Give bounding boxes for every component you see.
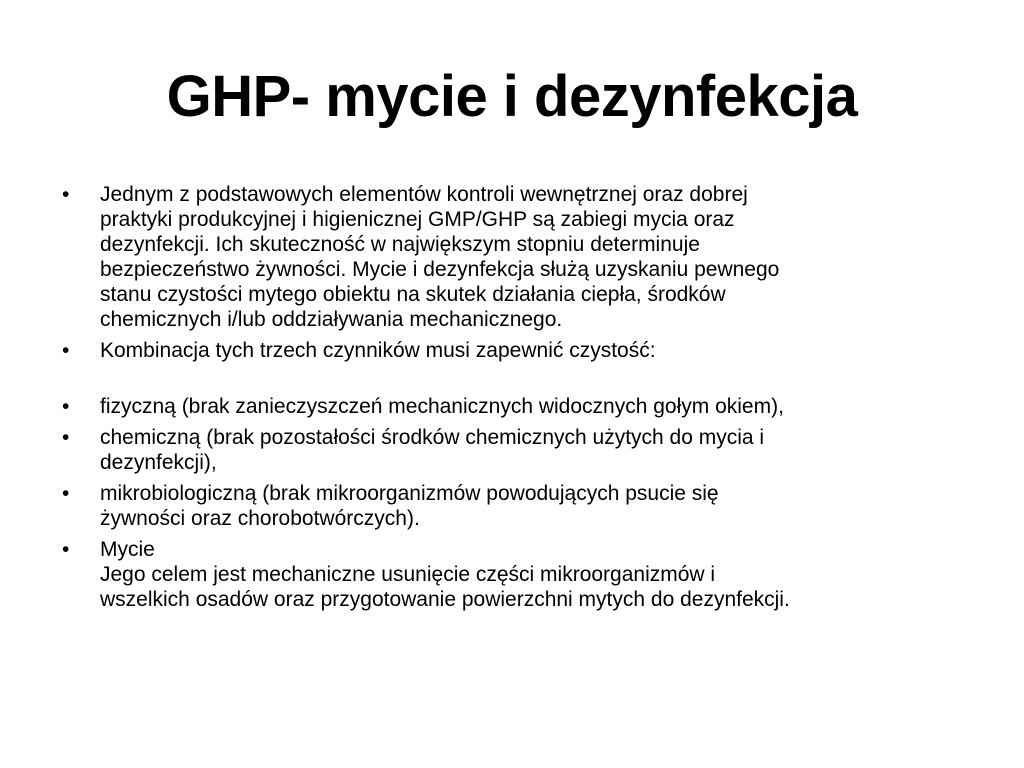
- bullet-marker: •: [62, 482, 70, 505]
- bullet-text-line: Jego celem jest mechaniczne usunięcie części mikroorganizmów i: [100, 563, 716, 586]
- bullet-marker: •: [62, 183, 70, 206]
- bullet-item-5: [62, 481, 962, 531]
- bullet-text-line: Mycie: [100, 538, 155, 561]
- bullet-marker: •: [62, 538, 70, 561]
- bullet-text-line: chemiczną (brak pozostałości środków chemicznych użytych do mycia i: [100, 426, 765, 449]
- bullet-text-line: żywności oraz chorobotwórczych).: [100, 507, 420, 530]
- bullet-text-line: mikrobiologiczną (brak mikroorganizmów powodujących psucie się: [100, 482, 719, 505]
- bullet-marker: •: [62, 426, 70, 449]
- bullet-text-line: bezpieczeństwo żywności. Mycie i dezynfekcja służą uzyskaniu pewnego: [100, 258, 780, 281]
- bullet-text-line: Jednym z podstawowych elementów kontroli wewnętrznej oraz dobrej: [100, 183, 748, 206]
- bullet-list: [62, 182, 962, 618]
- bullet-text-line: Kombinacja tych trzech czynników musi zapewnić czystość:: [100, 339, 656, 362]
- bullet-marker: •: [62, 339, 70, 362]
- bullet-item-4: [62, 425, 962, 475]
- bullet-text-line: praktyki produkcyjnej i higienicznej GMP/GHP są zabiegi mycia oraz: [100, 208, 735, 231]
- bullet-text-line: dezynfekcji),: [100, 451, 217, 474]
- bullet-text-line: fizyczną (brak zanieczyszczeń mechanicznych widocznych gołym okiem),: [100, 395, 784, 418]
- bullet-text-line: wszelkich osadów oraz przygotowanie powierzchni mytych do dezynfekcji.: [100, 588, 790, 611]
- bullet-text-line: chemicznych i/lub oddziaływania mechanicznego.: [100, 308, 563, 331]
- bullet-marker: •: [62, 395, 70, 418]
- bullet-text-line: stanu czystości mytego obiektu na skutek działania ciepła, środków: [100, 283, 726, 306]
- bullet-item-6: [62, 537, 962, 612]
- bullet-item-3: [62, 394, 962, 419]
- slide-title: GHP- mycie i dezynfekcja: [166, 64, 858, 129]
- bullet-item-2: [62, 338, 962, 363]
- bullet-text-line: dezynfekcji. Ich skuteczność w największym stopniu determinuje: [100, 233, 700, 256]
- bullet-item-1: [62, 182, 962, 332]
